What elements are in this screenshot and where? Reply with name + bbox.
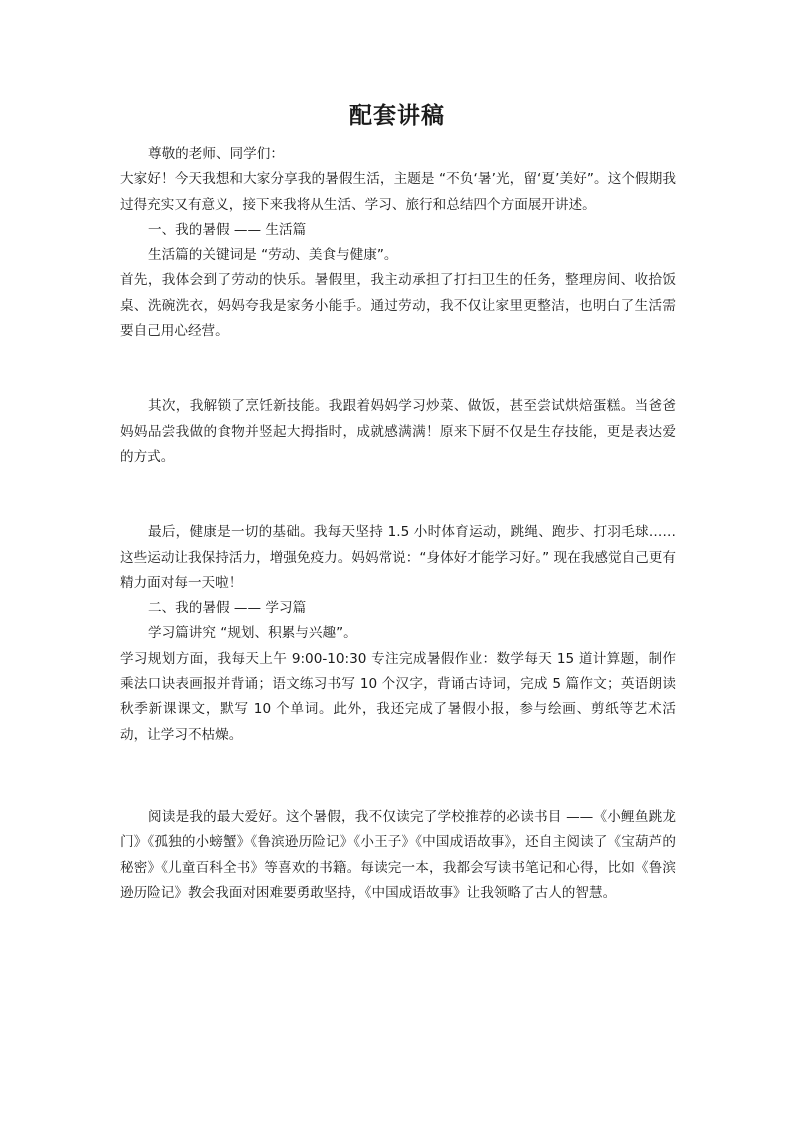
speech-body xyxy=(120,142,676,906)
section2-reading-paragraph: 阅读是我的最大爱好。这个暑假，我不仅读完了学校推荐的必读书目 ——《小鲤鱼跳龙门》《孤独的小螃蟹》《鲁滨逊历险记》《小王子》《中国成语故事》，还自主阅读了《宝葫芦的秘密》《儿童百科全书》等喜欢的书籍。每读完一本，我都会写读书笔记和心得，比如《鲁滨逊历险记》教会我面对困难要勇敢坚持，《中国成语故事》让我领略了古人的智慧。 xyxy=(120,808,676,901)
paragraph-spacer xyxy=(120,470,676,520)
section2-planning-paragraph: 学习规划方面，我每天上午 9:00-10:30 专注完成暑假作业：数学每天 15 道计算题，制作乘法口诀表画报并背诵；语文练习书写 10 个汉字，背诵古诗词，完成 5 篇作文；英语朗读秋季新课课文，默写 10 个单词。此外，我还完成了暑假小报，参与绘画、剪纸等艺术活动，让学习不枯燥。 xyxy=(120,650,676,743)
section1-heading: 一、我的暑假 —— 生活篇 xyxy=(148,221,307,238)
intro-paragraph: 大家好！今天我想和大家分享我的暑假生活，主题是 “不负‘暑’光，留‘夏’美好”。这个假期我过得充实又有意义，接下来我将从生活、学习、旅行和总结四个方面展开讲述。 xyxy=(120,171,676,213)
page-title: 配套讲稿 xyxy=(349,102,445,129)
greeting-paragraph: 尊敬的老师、同学们： xyxy=(148,146,284,162)
section1-keyword-paragraph: 生活篇的关键词是 “劳动、美食与健康”。 xyxy=(148,247,398,264)
section2-heading: 二、我的暑假 —— 学习篇 xyxy=(148,600,307,617)
section1-health-paragraph: 最后，健康是一切的基础。我每天坚持 1.5 小时体育运动，跳绳、跑步、打羽毛球…… 这些运动让我保持活力，增强免疫力。妈妈常说：“身体好才能学习好。” 现在我感觉自己更有精力面对每一天啦！ xyxy=(120,524,676,591)
section1-labor-paragraph: 首先，我体会到了劳动的快乐。暑假里，我主动承担了打扫卫生的任务，整理房间、收拾饭桌、洗碗洗衣，妈妈夸我是家务小能手。通过劳动，我不仅让家里更整洁，也明白了生活需要自己用心经营。 xyxy=(120,272,676,340)
paragraph-spacer xyxy=(120,748,676,805)
section1-cooking-paragraph: 其次，我解锁了烹饪新技能。我跟着妈妈学习炒菜、做饭，甚至尝试烘焙蛋糕。当爸爸妈妈品尝我做的食物并竖起大拇指时，成就感满满！原来下厨不仅是生存技能，更是表达爱的方式。 xyxy=(120,398,676,465)
paragraph-spacer xyxy=(120,344,676,394)
section2-keyword-paragraph: 学习篇讲究 “规划、积累与兴趣”。 xyxy=(148,625,357,642)
